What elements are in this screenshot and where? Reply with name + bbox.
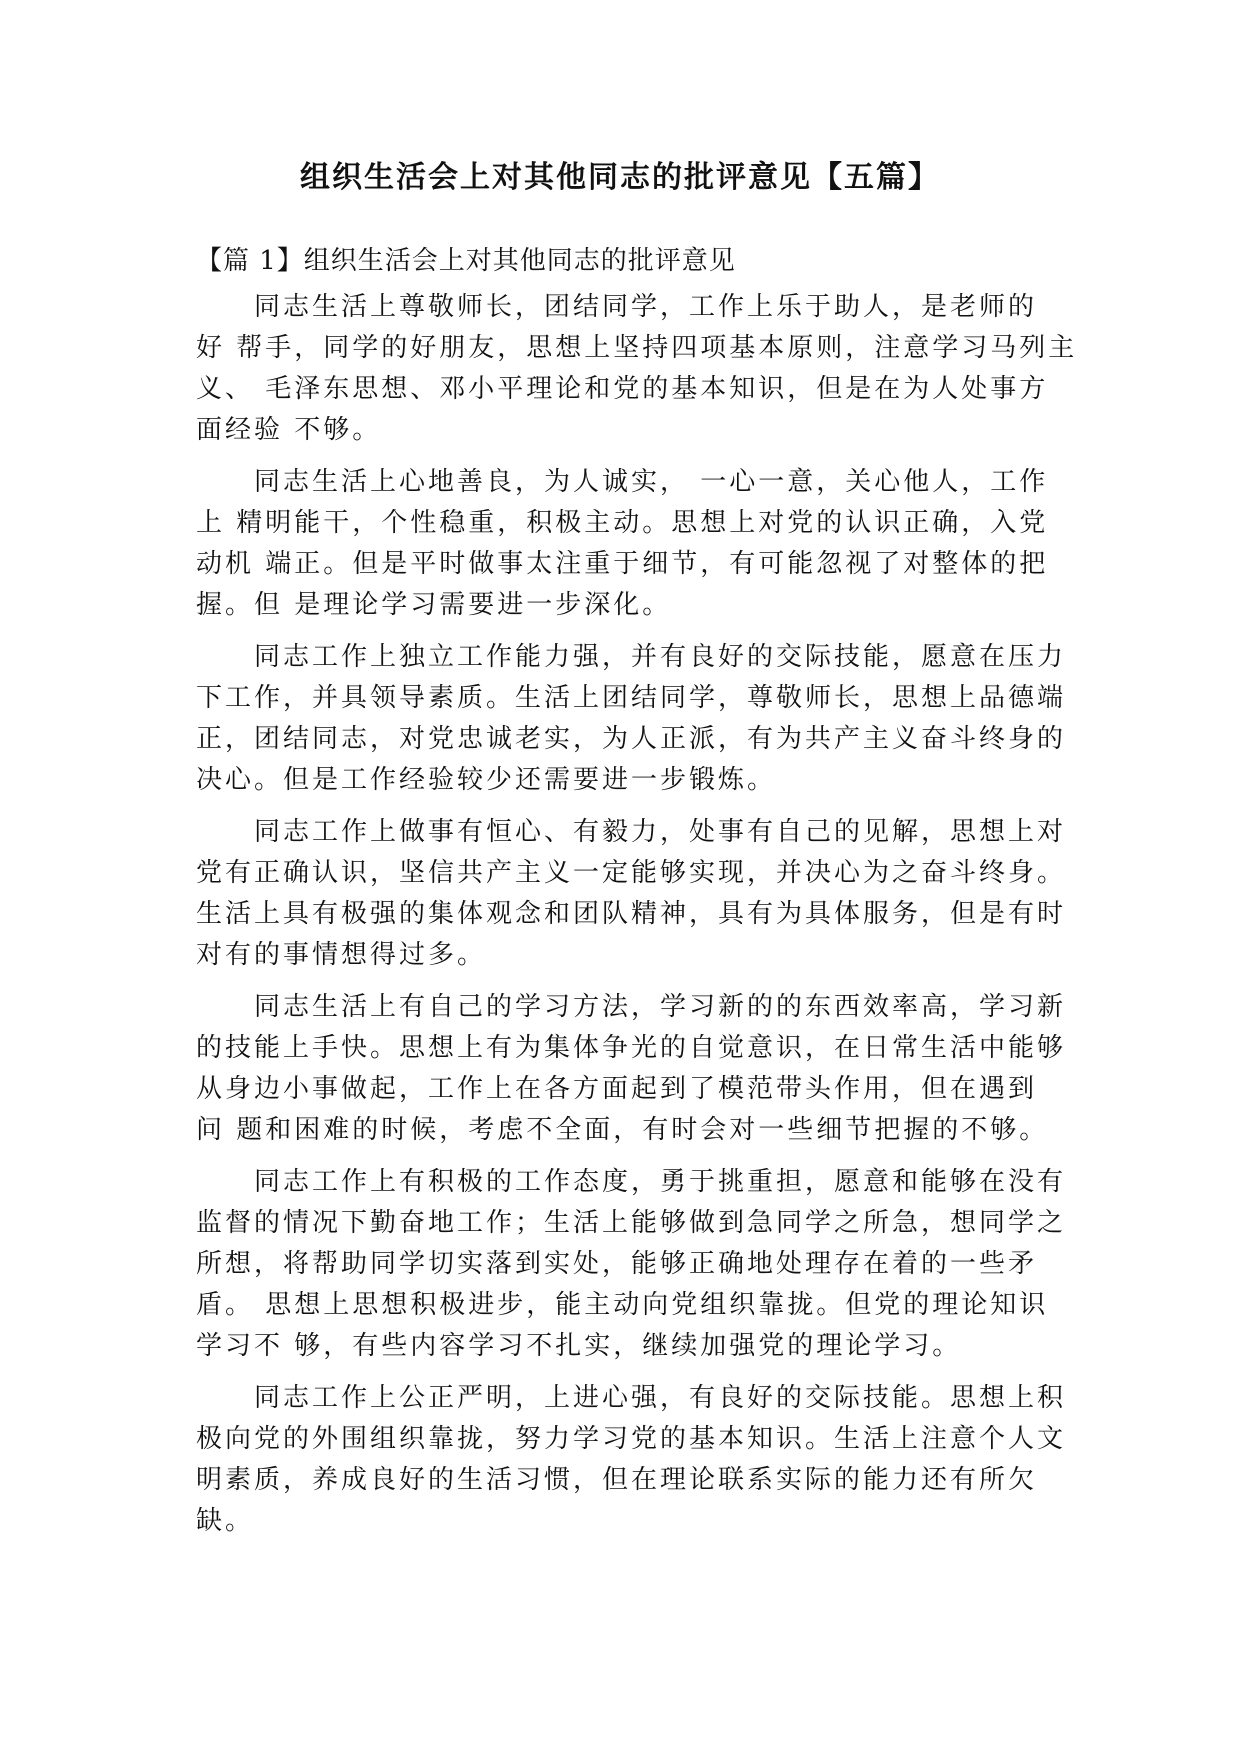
paragraph <box>196 1162 1067 1367</box>
paragraph-line: 上 精明能干，个性稳重，积极主动。思想上对党的认识正确，入党 <box>196 508 1049 538</box>
paragraph-line: 对有的事情想得过多。 <box>196 940 487 970</box>
paragraph <box>196 812 1067 976</box>
paragraph <box>196 987 1067 1151</box>
paragraph <box>196 462 1056 626</box>
paragraph-line: 下工作，并具领导素质。生活上团结同学，尊敬师长，思想上品德端 <box>196 683 1067 713</box>
paragraph-line: 动机 端正。但是平时做事太注重于细节，有可能忽视了对整体的把 <box>196 549 1049 579</box>
paragraph-line: 同志工作上做事有恒心、有毅力，处事有自己的见解，思想上对 <box>254 817 1067 847</box>
paragraph-line: 从身边小事做起，工作上在各方面起到了模范带头作用，但在遇到 <box>196 1074 1038 1104</box>
paragraph-line: 同志工作上公正严明，上进心强，有良好的交际技能。思想上积 <box>254 1383 1067 1413</box>
paragraph-line: 党有正确认识，坚信共产主义一定能够实现，并决心为之奋斗终身。 <box>196 858 1067 888</box>
paragraph-line: 生活上具有极强的集体观念和团队精神，具有为具体服务，但是有时 <box>196 899 1067 929</box>
paragraph-line: 决心。但是工作经验较少还需要进一步锻炼。 <box>196 765 777 795</box>
paragraph-line: 盾。 思想上思想积极进步，能主动向党组织靠拢。但党的理论知识 <box>196 1290 1049 1320</box>
paragraph-line: 明素质，养成良好的生活习惯，但在理论联系实际的能力还有所欠 <box>196 1465 1038 1495</box>
paragraph-line: 缺。 <box>196 1506 255 1536</box>
paragraph-line: 同志工作上有积极的工作态度，勇于挑重担，愿意和能够在没有 <box>254 1167 1067 1197</box>
paragraph-line: 好 帮手，同学的好朋友，思想上坚持四项基本原则，注意学习马列主 <box>196 333 1078 363</box>
section-heading: 【篇 1】组织生活会上对其他同志的批评意见 <box>196 246 736 276</box>
paragraph <box>196 1378 1067 1542</box>
document-body <box>196 287 1078 1553</box>
paragraph-line: 极向党的外围组织靠拢，努力学习党的基本知识。生活上注意个人文 <box>196 1424 1067 1454</box>
paragraph-line: 同志生活上心地善良，为人诚实， 一心一意，关心他人，工作 <box>254 467 1049 497</box>
paragraph-line: 握。但 是理论学习需要进一步深化。 <box>196 590 672 620</box>
paragraph-line: 的技能上手快。思想上有为集体争光的自觉意识，在日常生活中能够 <box>196 1033 1067 1063</box>
paragraph-line: 学习不 够，有些内容学习不扎实，继续加强党的理论学习。 <box>196 1331 962 1361</box>
paragraph <box>196 287 1078 451</box>
paragraph-line: 义、 毛泽东思想、邓小平理论和党的基本知识，但是在为人处事方 <box>196 374 1049 404</box>
paragraph-line: 同志生活上有自己的学习方法，学习新的的东西效率高，学习新 <box>254 992 1067 1022</box>
paragraph-line: 正，团结同志，对党忠诚老实，为人正派，有为共产主义奋斗终身的 <box>196 724 1067 754</box>
paragraph <box>196 637 1067 801</box>
document-title: 组织生活会上对其他同志的批评意见【五篇】 <box>300 160 940 195</box>
paragraph-line: 同志工作上独立工作能力强，并有良好的交际技能，愿意在压力 <box>254 642 1067 672</box>
paragraph-line: 面经验 不够。 <box>196 415 382 445</box>
paragraph-line: 所想，将帮助同学切实落到实处，能够正确地处理存在着的一些矛 <box>196 1249 1038 1279</box>
paragraph-line: 监督的情况下勤奋地工作；生活上能够做到急同学之所急，想同学之 <box>196 1208 1067 1238</box>
paragraph-line: 同志生活上尊敬师长，团结同学，工作上乐于助人，是老师的 <box>254 292 1038 322</box>
paragraph-line: 问 题和困难的时候，考虑不全面，有时会对一些细节把握的不够。 <box>196 1115 1049 1145</box>
